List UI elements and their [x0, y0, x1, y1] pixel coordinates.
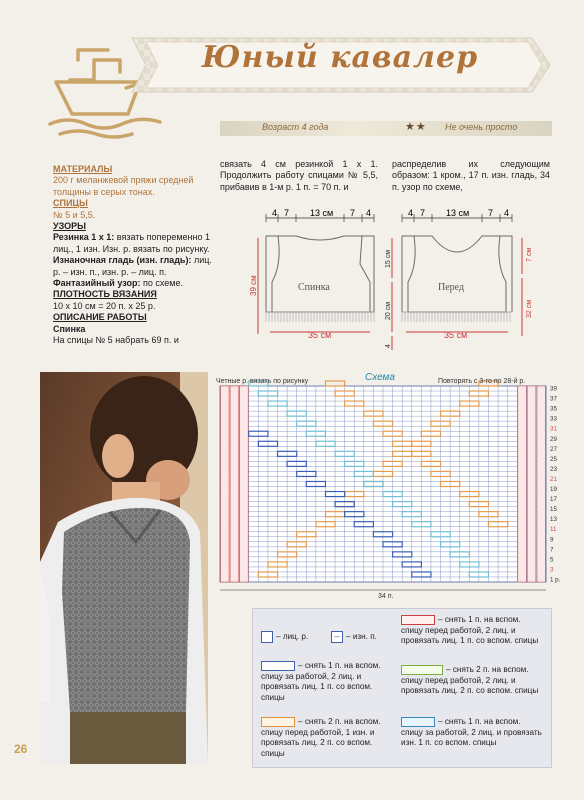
back-text: На спицы № 5 набрать 69 п. и [53, 335, 179, 346]
model-photo [40, 372, 208, 764]
back-label: Спинка [53, 323, 86, 334]
back-dim-1: 4 [272, 208, 278, 218]
legend-cable-1: – снять 1 п. на вспом. спицу перед работой, 2 лиц. и провязать лиц. 1 п. со вспом. спицы [401, 615, 539, 646]
rib-pattern [53, 232, 213, 255]
description-heading: ОПИСАНИЕ РАБОТЫ [53, 312, 147, 323]
patterns-heading: УЗОРЫ [53, 221, 86, 232]
fancy-text: по схеме. [140, 278, 183, 289]
chart-row-label: 35 [550, 405, 557, 413]
instructions-col3: распределив их следующим образом: 1 кром., 17 п. изн. гладь, 34 п. узор по схеме, [392, 159, 550, 192]
garment-schematics [249, 208, 550, 358]
instructions-col1 [53, 164, 213, 347]
front-dim-4: 7 [488, 208, 494, 218]
back-dim-3: 13 см [310, 208, 334, 218]
chart-side-column [537, 386, 545, 582]
front-label: Перед [438, 282, 465, 293]
back-dim-4: 7 [350, 208, 356, 218]
chart-row-label: 17 [550, 496, 557, 504]
materials-text: 200 г меланжевой пряжи средней толщины в серых тонах. [53, 175, 194, 197]
legend-cable-5: – снять 1 п. на вспом. спицу за работой, 2 лиц. и провязать изн. 1 п. со вспом. спицы [401, 717, 542, 748]
chart-side-column [527, 386, 535, 582]
back-width: 35 см [308, 330, 332, 340]
front-left-b: 20 см [385, 301, 392, 320]
purl-pattern [53, 255, 213, 278]
chart-row-label: 27 [550, 445, 557, 453]
chart-row-label: 33 [550, 415, 557, 423]
front-width: 35 см [444, 330, 468, 340]
chart-row-label: 23 [550, 465, 557, 473]
chart-row-label: 1 р. [550, 576, 561, 584]
rib-label: Резинка 1 х 1: [53, 232, 115, 243]
front-left-a: 15 см [385, 249, 392, 268]
chart-side-column [230, 386, 238, 582]
difficulty-stars: ★★ [405, 121, 427, 133]
chart-row-label: 5 [550, 556, 554, 564]
front-right-a: 7 см [526, 247, 533, 262]
chart-right-note: Повторять с 3-го по 28-й р. [438, 378, 526, 385]
chart-left-note: Четные р. вязать по рисунку [216, 378, 309, 385]
difficulty-label: Не очень просто [445, 122, 518, 132]
legend-cable-2: – снять 1 п. на вспом. спицу за работой, 2 лиц. и провязать лиц. 1 п. со вспом. спицы [261, 661, 381, 702]
chart-row-label: 25 [550, 455, 557, 463]
chart-stitch-count: 34 п. [378, 593, 394, 600]
front-left-c: 4 [385, 344, 392, 348]
front-ribbing [402, 312, 510, 322]
fancy-label: Фантазийный узор: [53, 278, 141, 289]
page-number: 26 [14, 742, 28, 756]
chart-row-label: 39 [550, 385, 557, 393]
purl-text: лиц. р. – изн. п., изн. р. – лиц. п. [53, 255, 212, 277]
back-label: Спинка [298, 282, 330, 293]
back-dim-2: 7 [284, 208, 290, 218]
materials-heading: МАТЕРИАЛЫ [53, 164, 113, 174]
page-title: Юный кавалер [201, 40, 479, 75]
cable-4-symbol-icon [261, 717, 295, 727]
cable-5-symbol-icon [401, 717, 435, 727]
chart-side-column [221, 386, 229, 582]
purl-label: Изнаночная гладь (изн. гладь): [53, 255, 192, 266]
chart-row-label: 11 [550, 526, 557, 534]
gauge-heading: ПЛОТНОСТЬ ВЯЗАНИЯ [53, 289, 157, 300]
back-ribbing [266, 312, 374, 322]
front-right-b: 32 см [526, 299, 533, 318]
back-height: 39 см [249, 275, 258, 296]
age-label: Возраст 4 года [262, 122, 329, 132]
chart-row-label: 15 [550, 506, 557, 514]
front-dim-3: 13 см [446, 208, 470, 218]
front-dim-5: 4 [504, 208, 510, 218]
rib-text: вязать попеременно 1 лиц., 1 изн. Изн. р. вязать по рисунку. [53, 232, 210, 254]
instructions-col2: связать 4 см резинкой 1 х 1. Продолжить работу спицами № 5,5, прибавив в 1-м р. 1 п. = 70 п. и [220, 159, 378, 192]
knit-symbol-icon [261, 631, 273, 643]
front-dim-2: 7 [420, 208, 426, 218]
legend-cable-4: – снять 2 п. на вспом. спицу перед работой, 1 изн. и провязать лиц. 2 п. со вспом. спицы [261, 717, 381, 758]
chart-row-label: 13 [550, 516, 557, 524]
cable-1-symbol-icon [401, 615, 435, 625]
needles-heading: СПИЦЫ [53, 198, 88, 209]
cable-2-symbol-icon [261, 661, 295, 671]
chart-row-label: 21 [550, 475, 557, 483]
knitting-chart [212, 372, 568, 602]
legend-knit: – лиц. р. [261, 631, 321, 643]
chart-side-column [240, 386, 248, 582]
chart-row-label: 9 [550, 536, 554, 544]
back-dim-5: 4 [366, 208, 372, 218]
chart-row-label: 19 [550, 486, 557, 494]
chart-side-column [518, 386, 526, 582]
chart-row-label: 37 [550, 395, 557, 403]
fancy-pattern [53, 278, 213, 289]
legend-cable-3: – снять 2 п. на вспом. спицу перед работой, 2 лиц. и провязать лиц. 2 п. со вспом. спицы [401, 665, 539, 696]
needles-text: № 5 и 5,5. [53, 209, 96, 220]
chart-row-label: 29 [550, 435, 557, 443]
chart-legend [252, 608, 552, 768]
chart-row-label: 31 [550, 425, 557, 433]
cable-3-symbol-icon [401, 665, 443, 675]
chart-cable-mark [325, 381, 344, 386]
chart-row-label: 7 [550, 546, 554, 554]
gauge-text: 10 х 10 см = 20 п. х 25 р. [53, 300, 156, 311]
chart-row-label: 3 [550, 566, 554, 574]
purl-symbol-icon: – [331, 631, 343, 643]
legend-purl: – – изн. п. [331, 631, 391, 643]
front-dim-1: 4 [408, 208, 414, 218]
chart-title: Схема [365, 372, 395, 383]
